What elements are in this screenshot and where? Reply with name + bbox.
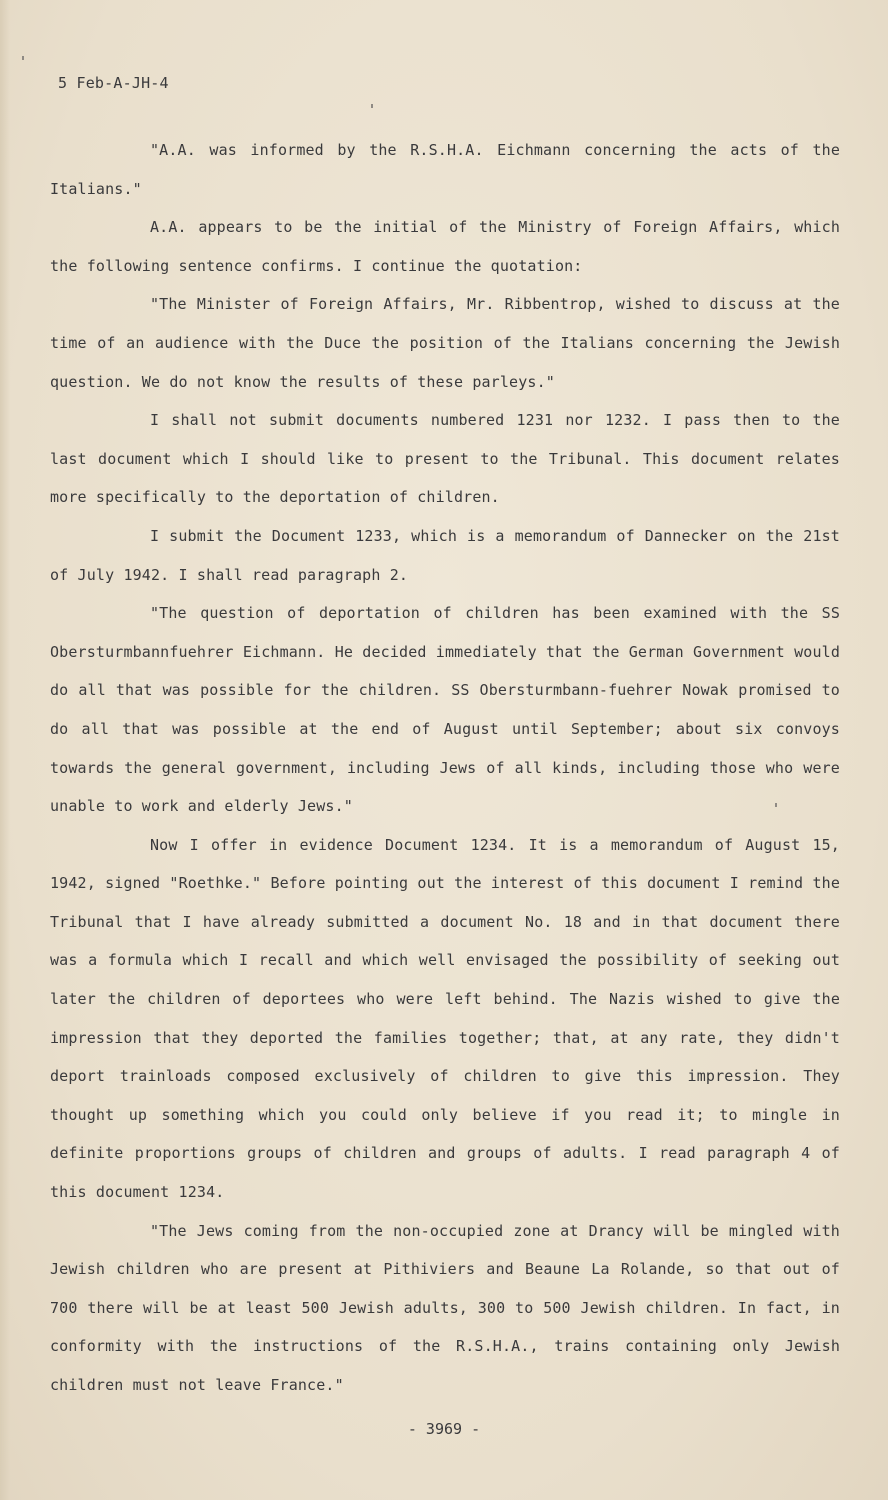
paragraph-document-1233: I submit the Document 1233, which is a memorandum of Dannecker on the 21st of July 1942. I shall read paragraph 2.	[50, 526, 840, 584]
document-reference: 5 Feb-A-JH-4	[58, 74, 169, 92]
page-number: - 3969 -	[407, 1420, 481, 1438]
paragraph-quote-drancy: "The Jews coming from the non-occupied zone at Drancy will be mingled with Jewish children who are present at Pithiviers and Beaune La Rolande, so that out of 700 there will be at least 500 Jewish adults, 300 to 500 Jewish children. In fact, in conformity with the instructions of the R.S.H.A., trains containing only Jewish children must not leave France."	[50, 1221, 840, 1394]
paragraph-quote-ribbentrop: "The Minister of Foreign Affairs, Mr. Ribbentrop, wished to discuss at the time of an audience with the Duce the position of the Italians concerning the Jewish question. We do not know the results of these parleys."	[50, 295, 840, 391]
document-body	[50, 131, 840, 1405]
paper-speck	[22, 56, 24, 60]
paper-speck	[775, 803, 777, 807]
paragraph-documents-1231-1232: I shall not submit documents numbered 1231 nor 1232. I pass then to the last document which I should like to present to the Tribunal. This document relates more specifically to the deportation of children.	[50, 411, 840, 507]
page-edge-shadow	[0, 0, 10, 1500]
paragraph-quote-aa: "A.A. was informed by the R.S.H.A. Eichmann concerning the acts of the Italians."	[50, 141, 840, 198]
paragraph-aa-explanation: A.A. appears to be the initial of the Ministry of Foreign Affairs, which the following sentence confirms. I continue the quotation:	[50, 218, 840, 275]
paragraph-document-1234: Now I offer in evidence Document 1234. It is a memorandum of August 15, 1942, signed "Roethke." Before pointing out the interest of this document I remind the Tribunal that I have already submitted a document No. 18 and in that document there was a formula which I recall and which well envisaged the possibility of seeking out later the children of deportees who were left behind. The Nazis wished to give the impression that they deported the families together; that, at any rate, they didn't deport trainloads composed exclusively of children to give this impression. They thought up something which you could only believe if you read it; to mingle in definite proportions groups of children and groups of adults. I read paragraph 4 of this document 1234.	[50, 835, 840, 1202]
paper-speck	[371, 104, 373, 108]
paragraph-quote-deportation-children: "The question of deportation of children has been examined with the SS Obersturmbannfuehrer Eichmann. He decided immediately that the German Government would do all that was possible for the children. SS Obersturmbann-fuehrer Nowak promised to do all that was possible at the end of August until September; about six convoys towards the general government, including Jews of all kinds, including those who were unable to work and elderly Jews."	[50, 604, 840, 816]
